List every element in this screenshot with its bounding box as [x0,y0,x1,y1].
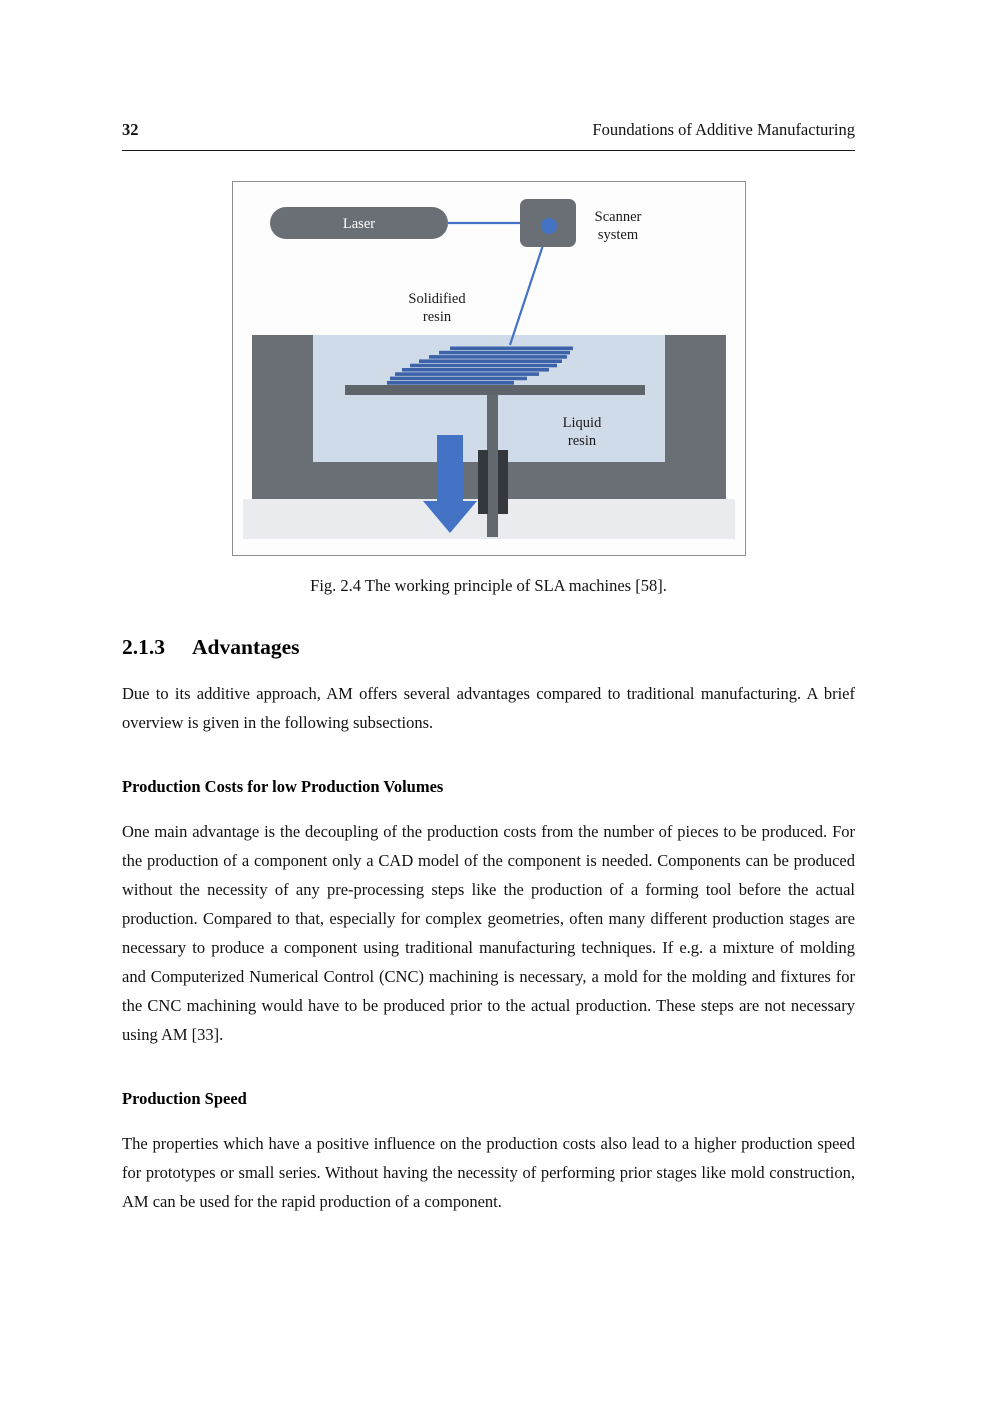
paragraph-production-costs: One main advantage is the decoupling of the production costs from the number of pieces to be produced. For the production of a component only a CAD model of the component is needed. Components can be produced without the necessity of any pre-processing steps like the production of a forming tool before the actual production. Compared to that, especially for complex geometries, often many different production stages are necessary to produce a component using traditional manufacturing techniques. If e.g. a mixture of molding and Computerized Numerical Control (CNC) machining is necessary, a mold for the molding and fixtures for the CNC machining would have to be produced prior to the actual production. These steps are not necessary using AM [33]. [122,822,855,1044]
solidified-resin-label-line1: Solidified [407,291,466,307]
section-number: 2.1.3 [122,635,165,659]
laser-label: Laser [342,216,375,232]
sla-diagram-frame [232,181,746,556]
sla-diagram [233,182,745,555]
section-intro-paragraph: Due to its additive approach, AM offers several advantages compared to traditional manufacturing. A brief overview is given in the following subsections. [122,684,855,732]
figure-caption: Fig. 2.4 The working principle of SLA machines [58]. [310,576,667,595]
section-title: Advantages [192,635,300,659]
subheading-production-costs: Production Costs for low Production Volumes [122,777,444,796]
figure-2-4 [122,181,855,598]
solidified-resin-label-line2: resin [422,309,451,325]
page-number: 32 [122,120,139,139]
scanner-label-line2: system [597,227,638,243]
section-heading [122,634,855,660]
liquid-resin-label-line1: Liquid [562,415,601,431]
scanner-label-line1: Scanner [594,209,641,225]
paragraph-production-speed: The properties which have a positive influence on the production costs also lead to a higher production speed for prototypes or small series. Without having the necessity of performing prior stages like mold construction, AM can be used for the rapid production of a component. [122,1134,855,1211]
platform-post [487,395,498,537]
elevator-rail-right [498,450,508,514]
running-title: Foundations of Additive Manufacturing [592,120,855,139]
subheading-production-speed: Production Speed [122,1089,247,1108]
scanner-mirror-dot [541,218,557,234]
elevator-rail-left [478,450,488,514]
liquid-resin-label-line2: resin [567,433,596,449]
build-platform [345,385,645,395]
running-header [122,118,855,151]
